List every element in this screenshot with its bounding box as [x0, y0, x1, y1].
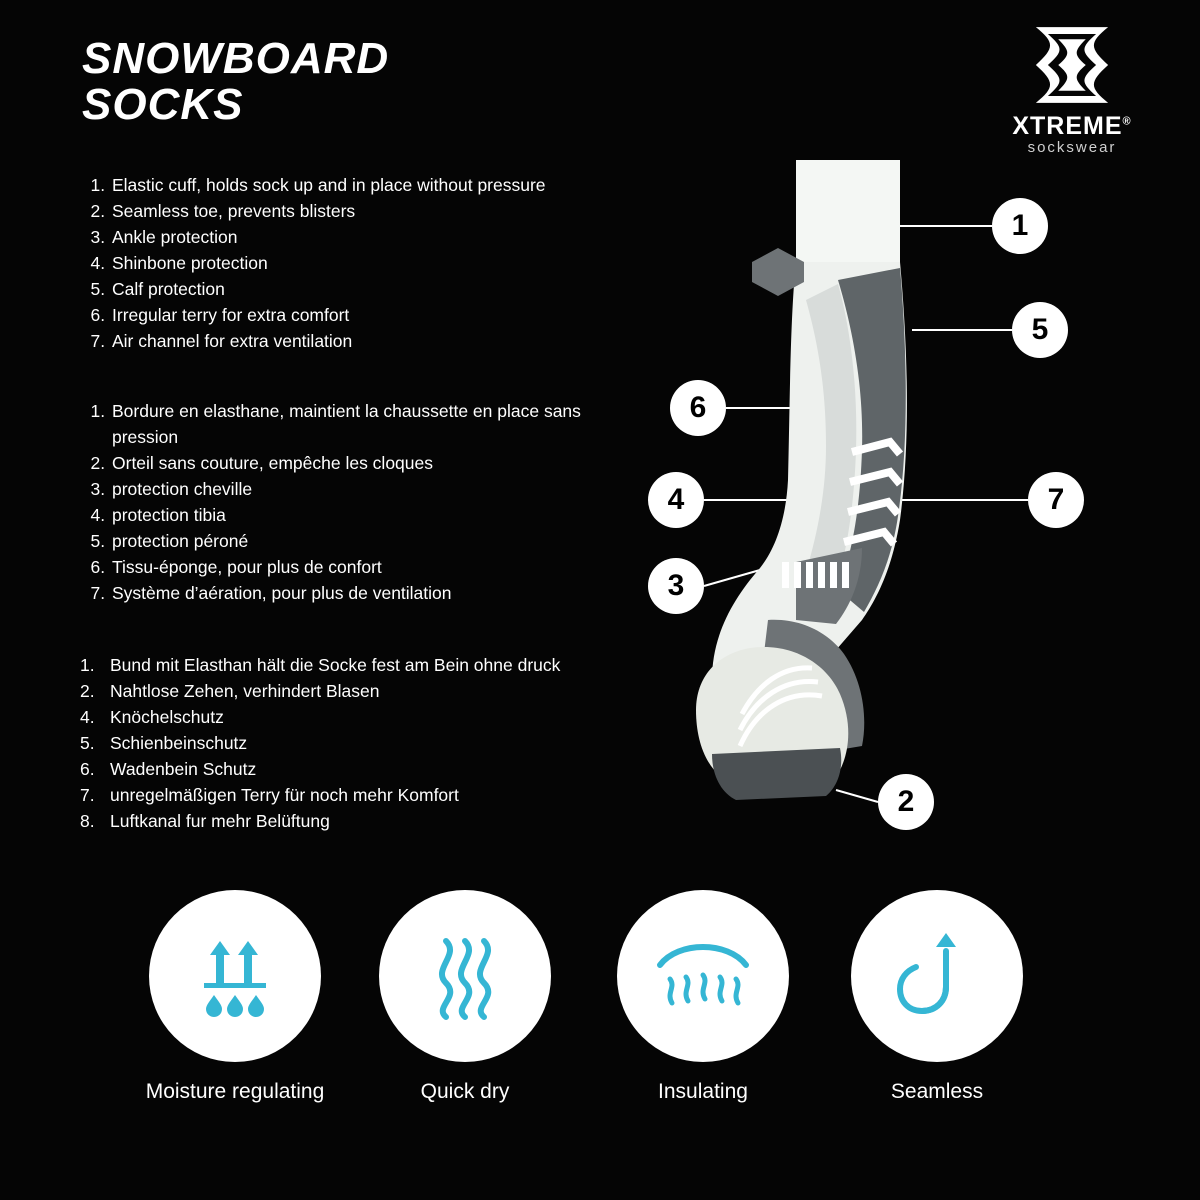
feature-item [80, 756, 610, 782]
feature-item-text: protection cheville [112, 479, 253, 499]
feature-item [110, 276, 610, 302]
feature-item [110, 502, 610, 528]
feature-item-marker: 5. [80, 733, 95, 753]
page-title-line1: SNOWBOARD [82, 34, 390, 83]
feature-list-german-items [80, 652, 610, 834]
feature-item-marker: 2. [80, 681, 95, 701]
feature-item-marker: 7. [80, 785, 95, 805]
callout-bubble-5: 5 [1012, 302, 1068, 358]
benefit-label: Moisture regulating [145, 1080, 325, 1103]
feature-item-text: Shinbone protection [112, 253, 268, 273]
feature-item-text: Bund mit Elasthan hält die Socke fest am Bein ohne druck [110, 655, 561, 675]
feature-item-text: unregelmäßigen Terry für noch mehr Komfort [110, 785, 459, 805]
feature-item [110, 398, 610, 450]
sock-diagram [600, 150, 1200, 890]
callout-bubble-6: 6 [670, 380, 726, 436]
sock-outline-arrow-icon [851, 890, 1023, 1062]
feature-list-german [80, 652, 610, 834]
feature-item [80, 652, 610, 678]
callout-bubble-2: 2 [878, 774, 934, 830]
feature-item-text: Calf protection [112, 279, 225, 299]
feature-item-text: protection péroné [112, 531, 249, 551]
heat-dome-icon [617, 890, 789, 1062]
feature-item-marker: 1. [80, 655, 95, 675]
feature-item-text: Wadenbein Schutz [110, 759, 257, 779]
feature-item-text: Irregular terry for extra comfort [112, 305, 350, 325]
callout-bubble-7: 7 [1028, 472, 1084, 528]
feature-item [110, 224, 610, 250]
feature-item-marker: 4. [80, 707, 95, 727]
feature-item [80, 782, 610, 808]
brand-registered-mark: ® [1122, 115, 1132, 128]
benefit-label: Quick dry [420, 1080, 510, 1103]
feature-item [80, 808, 610, 834]
feature-list-french [80, 398, 610, 606]
feature-list-english-items [80, 172, 610, 354]
brand-logo [982, 22, 1162, 156]
feature-item [110, 476, 610, 502]
feature-item [110, 250, 610, 276]
feature-item [110, 302, 610, 328]
feature-list-french-items [80, 398, 610, 606]
feature-item [110, 450, 610, 476]
brand-tagline: sockswear [1027, 139, 1117, 156]
callout-bubble-3: 3 [648, 558, 704, 614]
feature-item-text: Orteil sans couture, empêche les cloques [112, 453, 433, 473]
brand-name: XTREME® [1012, 112, 1132, 140]
feature-item [110, 528, 610, 554]
feature-item-text: Système d’aération, pour plus de ventilation [112, 583, 452, 603]
feature-item [110, 172, 610, 198]
feature-item-text: Luftkanal fur mehr Belüftung [110, 811, 330, 831]
benefit-label: Seamless [890, 1080, 984, 1103]
page-title-line2: SOCKS [82, 80, 244, 130]
wavy-lines-icon [379, 890, 551, 1062]
feature-item [80, 730, 610, 756]
feature-item [110, 198, 610, 224]
feature-item-text: Nahtlose Zehen, verhindert Blasen [110, 681, 380, 701]
feature-item-marker: 6. [80, 759, 95, 779]
benefit-insulating [568, 890, 838, 1104]
page-title [82, 36, 389, 128]
callout-bubble-4: 4 [648, 472, 704, 528]
feature-item-text: Knöchelschutz [110, 707, 224, 727]
feature-item [110, 580, 610, 606]
feature-item [80, 704, 610, 730]
feature-item-text: Elastic cuff, holds sock up and in place without pressure [112, 175, 546, 195]
feature-item-text: Ankle protection [112, 227, 238, 247]
benefit-seamless [802, 890, 1072, 1104]
feature-item-text: Bordure en elasthane, maintient la chaussette en place sans pression [112, 401, 581, 447]
callout-bubble-1: 1 [992, 198, 1048, 254]
benefit-label: Insulating [658, 1080, 748, 1103]
xtreme-hourglass-logo-icon [1029, 22, 1115, 108]
feature-item-text: protection tibia [112, 505, 226, 525]
feature-item-text: Schienbeinschutz [110, 733, 248, 753]
feature-item-marker: 8. [80, 811, 95, 831]
feature-list-english [80, 172, 610, 354]
feature-item-text: Seamless toe, prevents blisters [112, 201, 356, 221]
benefits-row [0, 890, 1200, 1130]
benefit-quick-dry [330, 890, 600, 1104]
feature-item [110, 554, 610, 580]
moisture-arrows-droplets-icon [149, 890, 321, 1062]
feature-item [110, 328, 610, 354]
feature-item-text: Air channel for extra ventilation [112, 331, 353, 351]
feature-item-text: Tissu-éponge, pour plus de confort [112, 557, 382, 577]
feature-item [80, 678, 610, 704]
